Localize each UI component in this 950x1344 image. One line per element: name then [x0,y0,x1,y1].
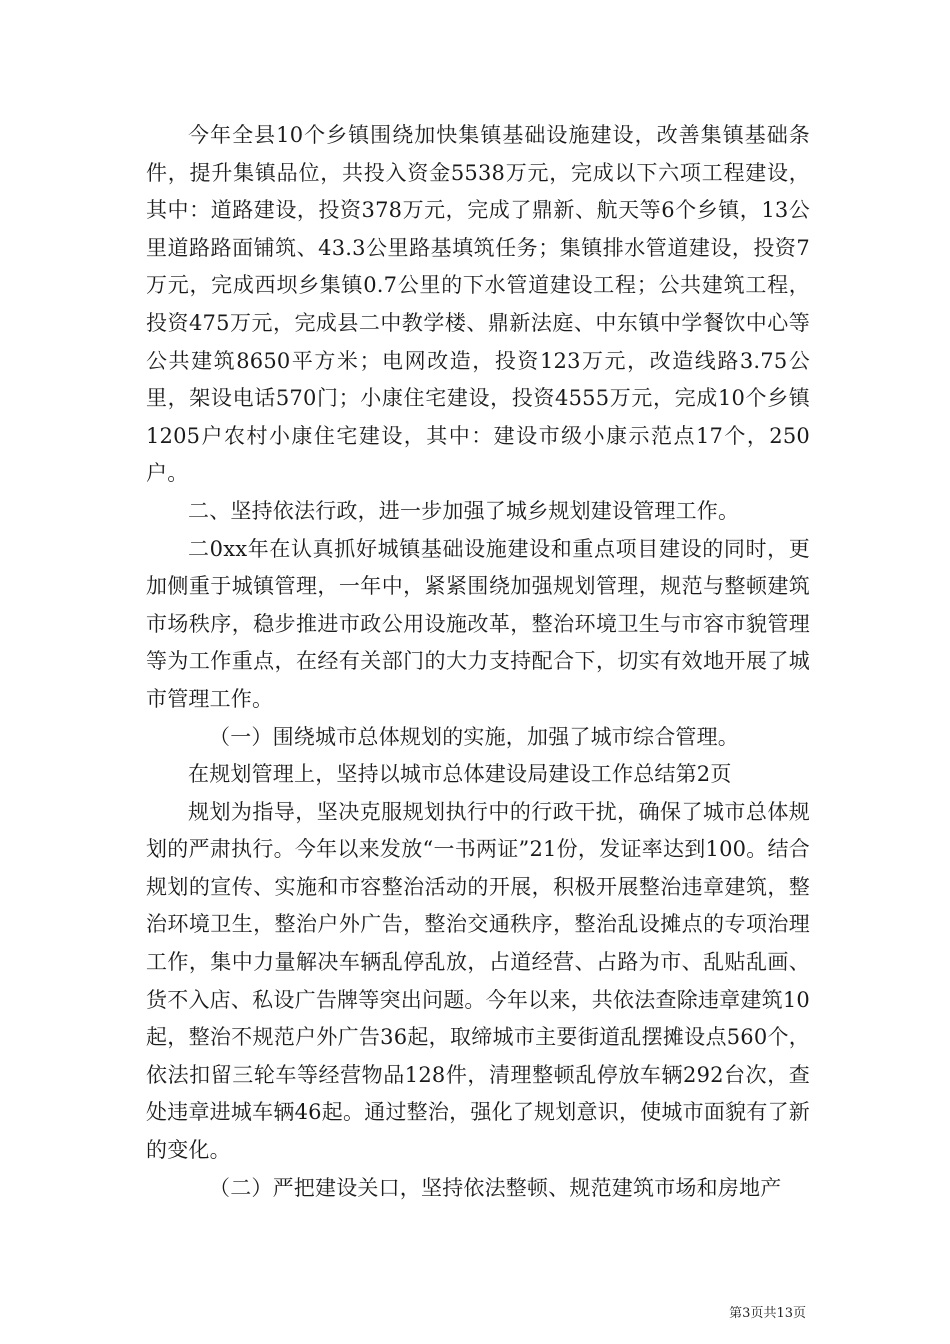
document-body [146,117,810,1207]
section-heading-two: 二、坚持依法行政，进一步加强了城乡规划建设管理工作。 [188,498,740,523]
paragraph-planning-enforcement: 规划为指导，坚决克服规划执行中的行政干扰，确保了城市总体规划的严肃执行。今年以来发放“一书两证”21份，发证率达到100。结合规划的宣传、实施和市容整治活动的开展，积极开展整治违章建筑，整治环境卫生，整治户外广告，整治交通秩序，整治乱设摊点的专项治理工作，集中力量解决车辆乱停乱放，占道经营、占路为市、乱贴乱画、货不入店、私设广告牌等突出问题。今年以来，共依法查除违章建筑10起，整治不规范户外广告36起，取缔城市主要街道乱摆摊设点560个，依法扣留三轮车等经营物品128件，清理整顿乱停放车辆292台次，查处违章进城车辆46起。通过整治，强化了规划意识，使城市面貌有了新的变化。 [146,799,810,1163]
paragraph-urban-management: 二0xx年在认真抓好城镇基础设施建设和重点项目建设的同时，更加侧重于城镇管理，一年中，紧紧围绕加强规划管理，规范与整顿建筑市场秩序，稳步推进市政公用设施改革，整治环境卫生与市容市貌管理等为工作重点，在经有关部门的大力支持配合下，切实有效地开展了城市管理工作。 [146,536,810,711]
paragraph-town-infrastructure: 今年全县10个乡镇围绕加快集镇基础设施建设，改善集镇基础条件，提升集镇品位，共投入资金5538万元，完成以下六项工程建设，其中：道路建设，投资378万元，完成了鼎新、航天等6个乡镇，13公里道路路面铺筑、43.3公里路基填筑任务；集镇排水管道建设，投资7万元，完成西坝乡集镇0.7公里的下水管道建设工程；公共建筑工程，投资475万元，完成县二中教学楼、鼎新法庭、中东镇中学餐饮中心等公共建筑8650平方米；电网改造，投资123万元，改造线路3.75公里，架设电话570门；小康住宅建设，投资4555万元，完成10个乡镇1205户农村小康住宅建设，其中：建设市级小康示范点17个，250户。 [146,123,810,486]
subsection-heading-two: （二）严把建设关口，坚持依法整顿、规范建筑市场和房地产 [209,1175,782,1200]
subsection-heading-one: （一）围绕城市总体规划的实施，加强了城市综合管理。 [209,724,739,749]
page-number-footer: 第3页共13页 [729,1306,806,1321]
paragraph-planning-management-intro: 在规划管理上，坚持以城市总体建设局建设工作总结第2页 [188,762,732,787]
